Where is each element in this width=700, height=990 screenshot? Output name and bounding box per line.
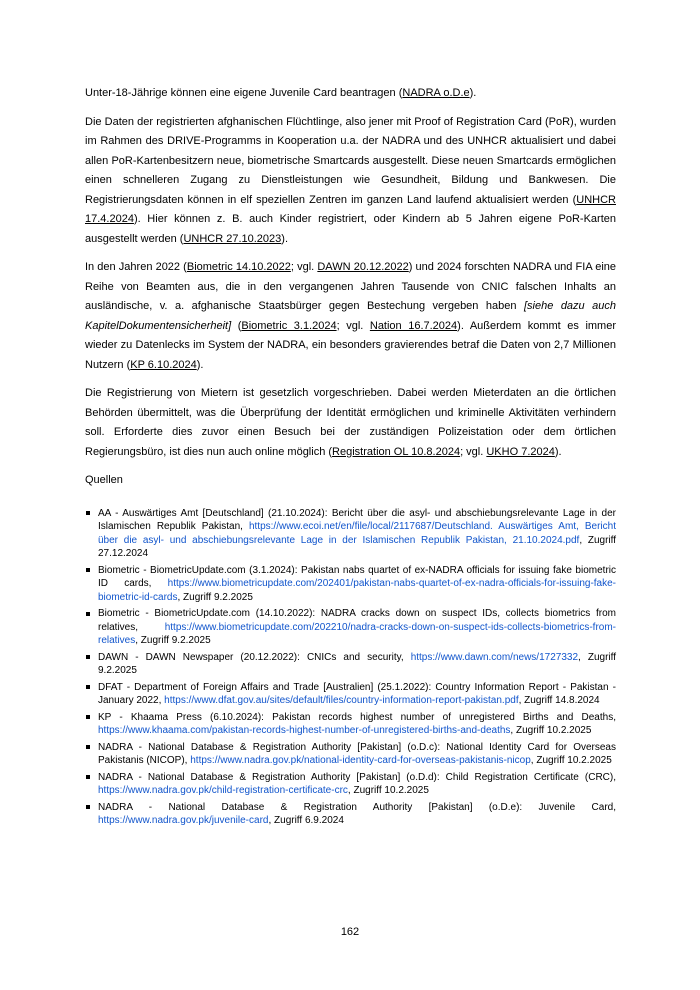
citation-reference-link[interactable]: KP 6.10.2024 — [130, 358, 197, 371]
source-item — [85, 741, 616, 768]
source-item — [85, 507, 616, 561]
source-item — [85, 651, 616, 678]
source-item — [85, 801, 616, 828]
text-run: ). Außerdem kommt es immer wieder zu Datenlecks im System der NADRA, ein besonders gravierendes betraf die Daten von 2,7 Millionen Nutzern ( — [85, 319, 617, 371]
citation-reference-link[interactable]: UNHCR 17.4.2024 — [85, 193, 616, 225]
text-run: , Zugriff 10.2.2025 — [530, 755, 612, 766]
citation-reference-link[interactable]: DAWN 20.12.2022 — [317, 261, 409, 273]
text-run: Biometric - BiometricUpdate.com (14.10.2022): NADRA cracks down on suspect IDs, collects biometrics from relatives, — [98, 608, 616, 633]
text-run: ). — [554, 445, 562, 458]
text-run: , Zugriff 9.2.2025 — [98, 651, 616, 676]
text-run: DFAT - Department of Foreign Affairs and Trade [Australien] (25.1.2022): Country Information Report - Pakistan - January 2022, — [98, 681, 616, 706]
text-run: , Zugriff 14.8.2024 — [518, 695, 600, 706]
text-run: ). Hier können z. B. auch Kinder registriert, oder Kindern ab 5 Jahren eigene PoR-Karten ausgestellt werden ( — [85, 213, 616, 245]
source-item — [85, 681, 616, 708]
text-run: ; vgl. — [460, 445, 487, 458]
italic-text-run: Dokumentensicherheit] — [118, 319, 232, 332]
body-paragraph — [85, 84, 616, 104]
citation-reference-link[interactable]: UKHO 7.2024 — [486, 445, 555, 458]
square-bullet-icon — [86, 511, 90, 515]
citation-reference-link[interactable]: Biometric 14.10.2022 — [186, 261, 291, 273]
text-run: Unter-18-Jährige können eine eigene Juvenile Card beantragen ( — [85, 87, 403, 99]
citation-reference-link[interactable]: NADRA o.D.e — [402, 87, 470, 99]
sources-heading: Quellen — [85, 474, 123, 486]
text-run: ). — [469, 87, 477, 99]
source-item — [85, 607, 616, 648]
square-bullet-icon — [86, 568, 90, 572]
text-run: , Zugriff 10.2.2025 — [510, 725, 592, 736]
text-run: DAWN - DAWN Newspaper (20.12.2022): CNICs and security, — [98, 651, 411, 663]
square-bullet-icon — [86, 655, 90, 659]
text-run: , Zugriff 9.2.2025 — [177, 591, 253, 603]
body-paragraph — [85, 384, 616, 462]
sources-list — [85, 507, 616, 828]
text-run: ). — [281, 232, 289, 245]
text-run: NADRA - National Database & Registration Authority [Pakistan] (o.D.d): Child Registration Certificate (CRC), — [98, 771, 616, 783]
square-bullet-icon — [86, 612, 90, 616]
square-bullet-icon — [86, 805, 90, 809]
page-number: 162 — [340, 926, 360, 938]
body-paragraphs — [85, 84, 616, 462]
source-url-link[interactable]: https://www.ecoi.net/en/file/local/2117687/Deutschland. Auswärtiges Amt, Bericht über die asyl- und abschiebungsrelevante Lage in der Islamischen Republik Pakistan, 21.10.2024.pdf — [98, 521, 616, 546]
square-bullet-icon — [86, 775, 90, 779]
italic-text-run: [siehe dazu auch Kapitel — [85, 300, 617, 332]
text-run: ). — [196, 358, 204, 371]
square-bullet-icon — [86, 685, 90, 689]
citation-reference-link[interactable]: UNHCR 27.10.2023 — [183, 232, 282, 245]
text-run: ; vgl. — [336, 319, 370, 332]
source-item — [85, 711, 616, 738]
square-bullet-icon — [86, 745, 90, 749]
body-paragraph — [85, 258, 616, 375]
source-url-link[interactable]: https://www.khaama.com/pakistan-records-highest-number-of-unregistered-births-and-deaths — [98, 725, 511, 736]
citation-reference-link[interactable]: Registration OL 10.8.2024 — [332, 445, 461, 458]
text-run: , Zugriff 10.2.2025 — [347, 785, 429, 796]
text-run: , Zugriff 9.2.2025 — [135, 635, 211, 646]
source-url-link[interactable]: https://www.biometricupdate.com/202401/pakistan-nabs-quartet-of-ex-nadra-officials-for-issuing-fake-biometric-id-cards — [98, 578, 616, 603]
text-run: NADRA - National Database & Registration Authority [Pakistan] (o.D.e): Juvenile Card, — [98, 801, 616, 813]
source-item — [85, 564, 616, 605]
source-url-link[interactable]: https://www.nadra.gov.pk/juvenile-card — [98, 815, 269, 826]
citation-reference-link[interactable]: Nation 16.7.2024 — [369, 319, 458, 332]
source-url-link[interactable]: https://www.biometricupdate.com/202210/nadra-cracks-down-on-suspect-ids-collects-biometrics-from-relatives — [98, 621, 616, 646]
source-item — [85, 771, 616, 798]
source-url-link[interactable]: https://www.nadra.gov.pk/child-registration-certificate-crc — [98, 785, 348, 796]
text-run: , Zugriff 6.9.2024 — [268, 815, 344, 826]
text-run: ( — [231, 319, 242, 332]
page-content — [85, 84, 616, 831]
text-run: AA - Auswärtiges Amt [Deutschland] (21.10.2024): Bericht über die asyl- und abschiebungsrelevante Lage in der Islamischen Republik Pakistan, — [98, 507, 616, 532]
source-url-link[interactable]: https://www.dawn.com/news/1727332 — [410, 651, 579, 663]
text-run: KP - Khaama Press (6.10.2024): Pakistan records highest number of unregistered Births and Deaths, — [98, 711, 616, 723]
square-bullet-icon — [86, 715, 90, 719]
text-run: Die Registrierung von Mietern ist gesetzlich vorgeschrieben. Dabei werden Mieterdaten an die örtlichen Behörden übermittelt, was die Überprüfung der Identität ermöglichen und kriminelle Aktivitäten verhindern soll. Erforderte dies zuvor einen Besuch bei der zuständigen Polizeistation oder dem örtlichen Regierungsbüro, ist dies nun auch online möglich ( — [85, 387, 616, 458]
text-run: NADRA - National Database & Registration Authority [Pakistan] (o.D.c): National Identity Card for Overseas Pakistanis (NICOP), — [98, 741, 616, 766]
text-run: , Zugriff 27.12.2024 — [98, 534, 616, 559]
citation-reference-link[interactable]: Biometric 3.1.2024 — [241, 319, 337, 332]
source-url-link[interactable]: https://www.dfat.gov.au/sites/default/files/country-information-report-pakistan.pdf — [164, 695, 519, 706]
body-paragraph — [85, 113, 616, 250]
text-run: Biometric - BiometricUpdate.com (3.1.2024): Pakistan nabs quartet of ex-NADRA officials for issuing fake biometric ID cards, — [98, 564, 616, 589]
text-run: ; vgl. — [290, 261, 318, 273]
text-run: Die Daten der registrierten afghanischen Flüchtlinge, also jener mit Proof of Registration Card (PoR), wurden im Rahmen des DRIVE-Programms in Kooperation u.a. der NADRA und des UNHCR aktualisiert und dabei allen PoR-Kartenbesitzern neue, biometrische Smartcards ausgestellt. Diese neuen Smartcards ermöglichen einen schnelleren Zugang zu Dienstleistungen wie Gesundheit, Bildung und Bankwesen. Die Registrierungsdaten können in elf speziellen Zentren im ganzen Land laufend aktualisiert werden ( — [85, 115, 616, 206]
source-url-link[interactable]: https://www.nadra.gov.pk/national-identity-card-for-overseas-pakistanis-nicop — [190, 755, 531, 766]
text-run: In den Jahren 2022 ( — [85, 261, 187, 273]
text-run: ) und 2024 forschten NADRA und FIA eine Reihe von Beamten aus, die in den vergangenen Jahren Tausende von CNIC falschen Inhalts an ausländische, v. a. afghanische Staatsbürger gegen Bestechung vergeben haben — [85, 261, 616, 312]
